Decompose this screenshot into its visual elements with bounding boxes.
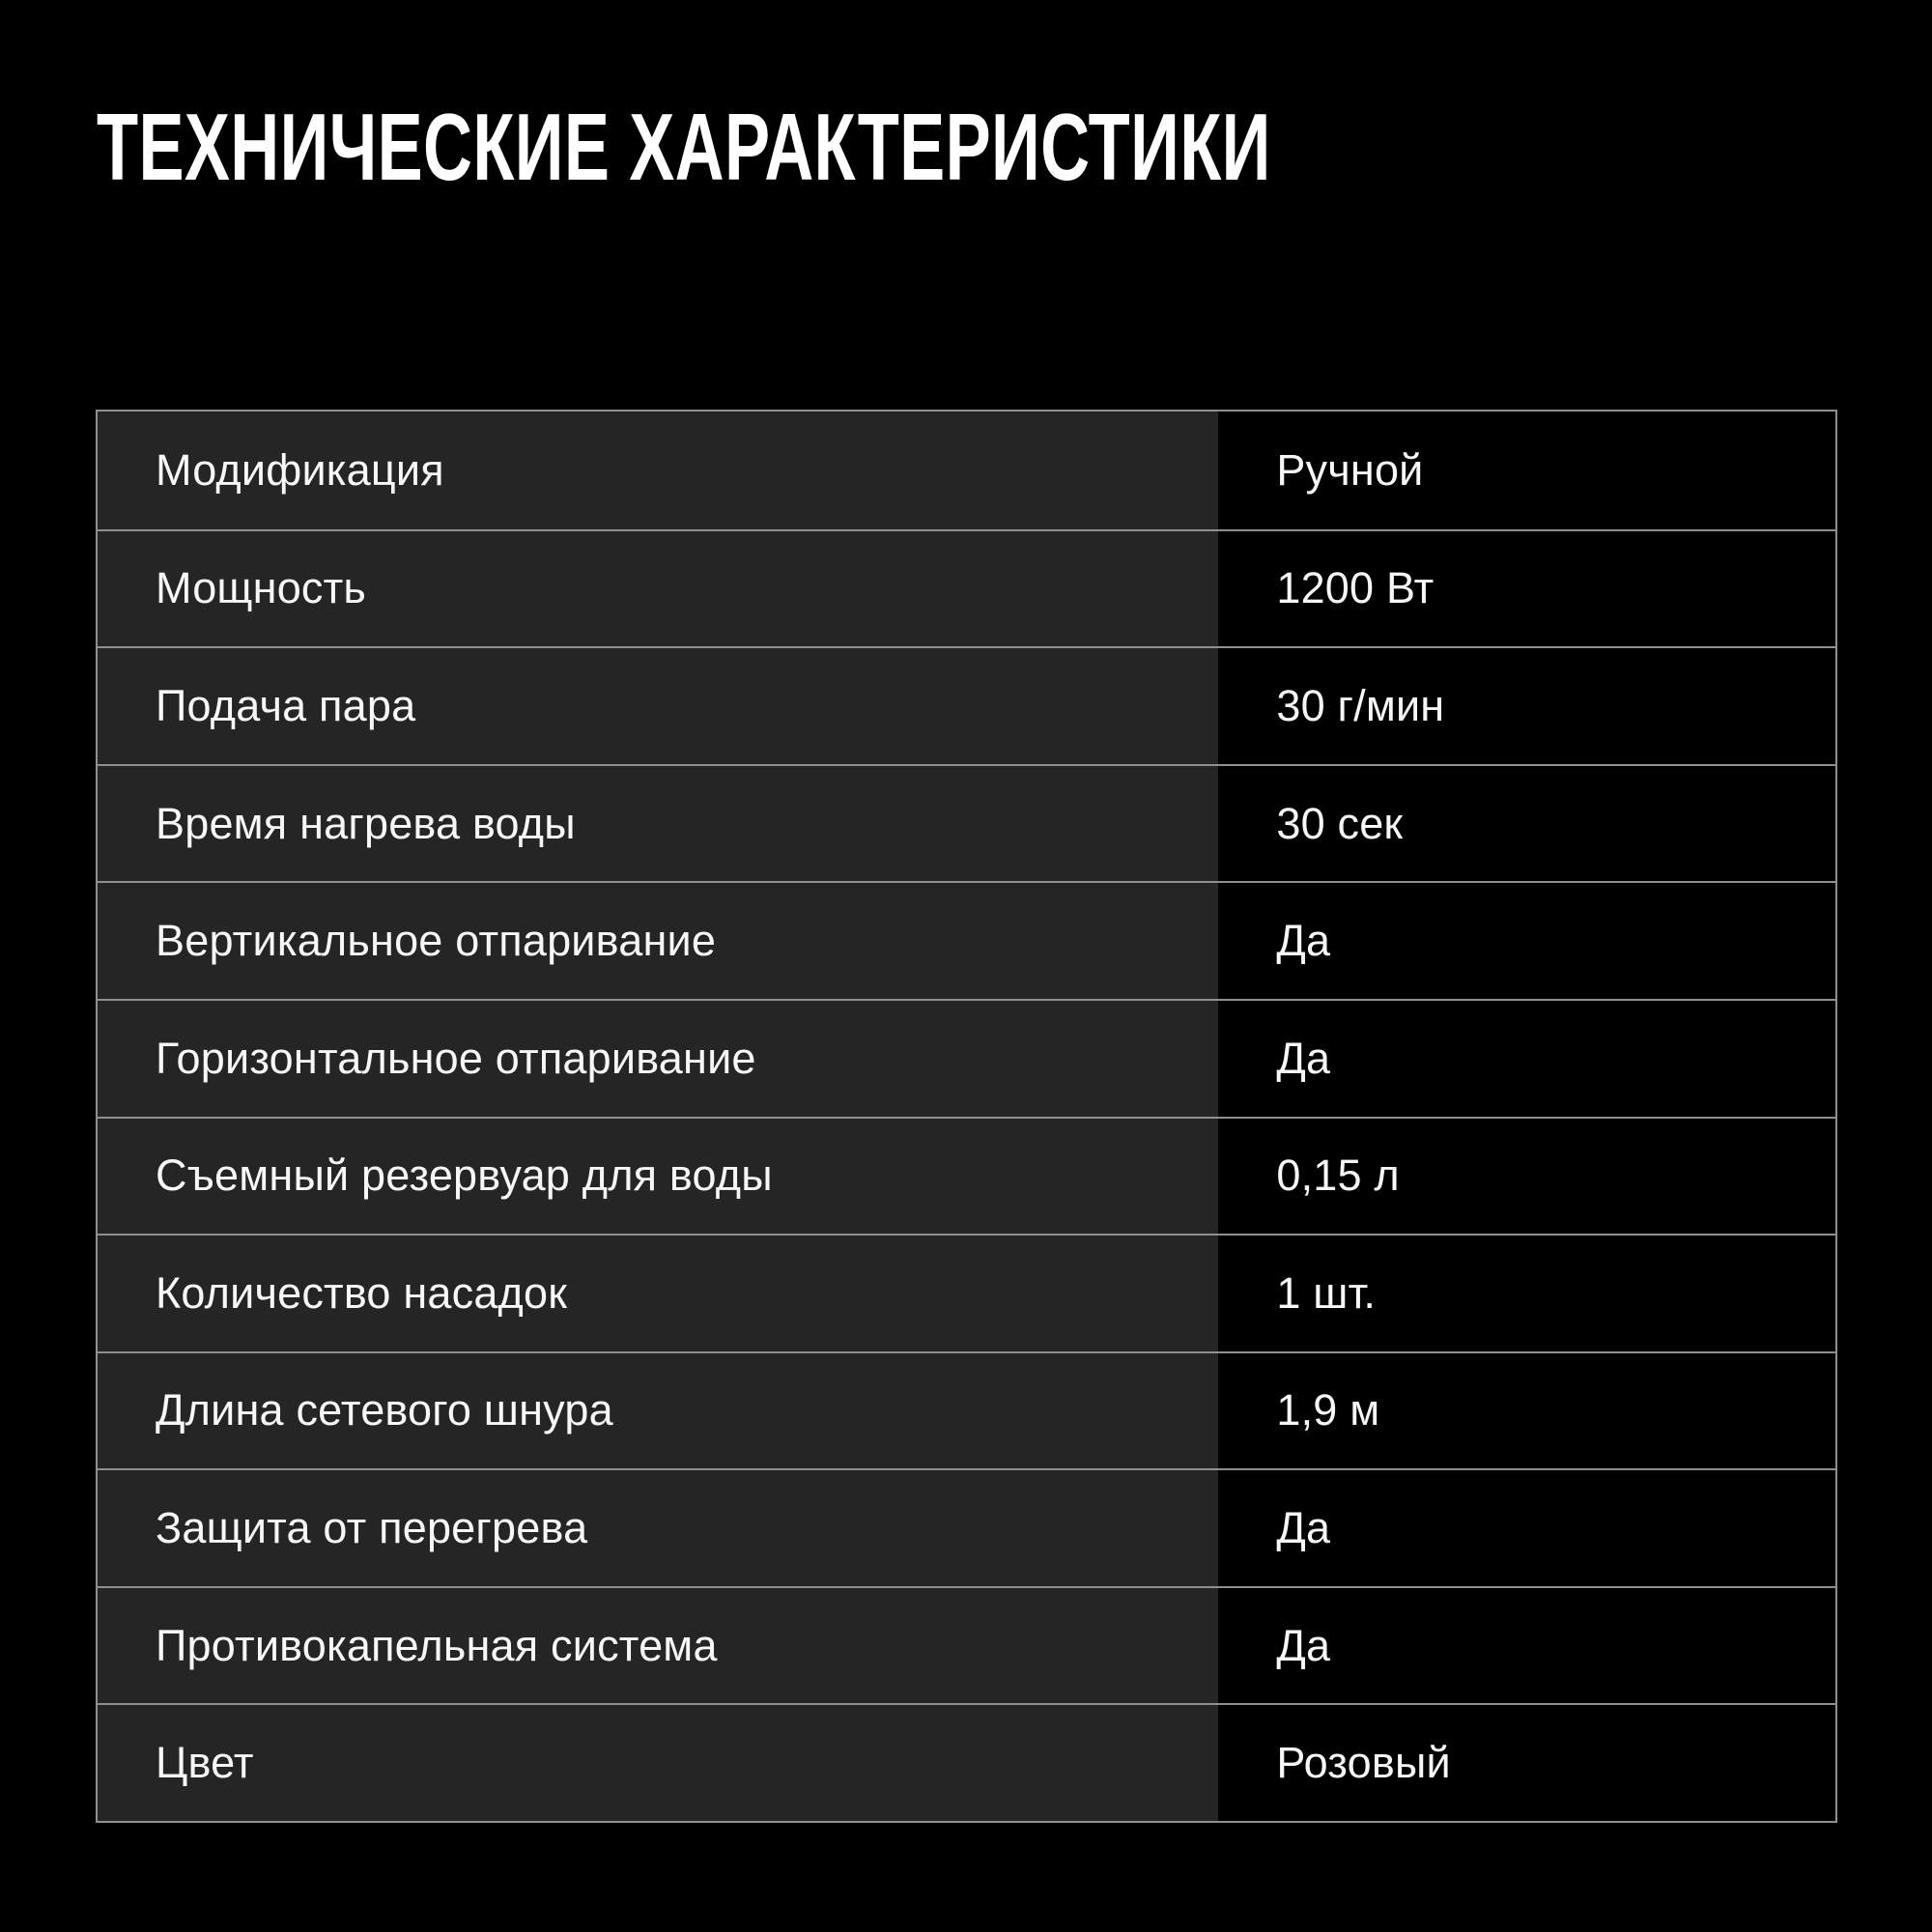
table-row	[98, 412, 1835, 529]
spec-label: Противокапельная система	[98, 1588, 1218, 1704]
page-title: ТЕХНИЧЕСКИЕ ХАРАКТЕРИСТИКИ	[97, 94, 1271, 200]
spec-label: Количество насадок	[98, 1236, 1218, 1351]
table-row	[98, 999, 1835, 1117]
spec-value: Да	[1218, 883, 1835, 999]
spec-value: Ручной	[1218, 412, 1835, 529]
table-row	[98, 764, 1835, 882]
spec-value: Розовый	[1218, 1705, 1835, 1821]
table-row	[98, 1234, 1835, 1351]
table-row	[98, 646, 1835, 764]
spec-label: Подача пара	[98, 648, 1218, 764]
spec-value: 1,9 м	[1218, 1353, 1835, 1469]
table-row	[98, 1468, 1835, 1586]
spec-label: Время нагрева воды	[98, 766, 1218, 882]
spec-label: Горизонтальное отпаривание	[98, 1001, 1218, 1117]
spec-table	[96, 410, 1837, 1823]
spec-label: Защита от перегрева	[98, 1470, 1218, 1586]
spec-value: Да	[1218, 1001, 1835, 1117]
table-row	[98, 1586, 1835, 1704]
table-row	[98, 1117, 1835, 1235]
spec-value: 1200 Вт	[1218, 531, 1835, 647]
spec-label: Цвет	[98, 1705, 1218, 1821]
spec-value: 30 г/мин	[1218, 648, 1835, 764]
spec-value: 1 шт.	[1218, 1236, 1835, 1351]
table-row	[98, 881, 1835, 999]
spec-label: Модификация	[98, 412, 1218, 529]
spec-value: 0,15 л	[1218, 1119, 1835, 1235]
spec-label: Вертикальное отпаривание	[98, 883, 1218, 999]
spec-label: Съемный резервуар для воды	[98, 1119, 1218, 1235]
spec-label: Мощность	[98, 531, 1218, 647]
spec-label: Длина сетевого шнура	[98, 1353, 1218, 1469]
spec-value: 30 сек	[1218, 766, 1835, 882]
table-row	[98, 1351, 1835, 1469]
table-row	[98, 1703, 1835, 1821]
spec-value: Да	[1218, 1588, 1835, 1704]
table-row	[98, 529, 1835, 647]
spec-value: Да	[1218, 1470, 1835, 1586]
